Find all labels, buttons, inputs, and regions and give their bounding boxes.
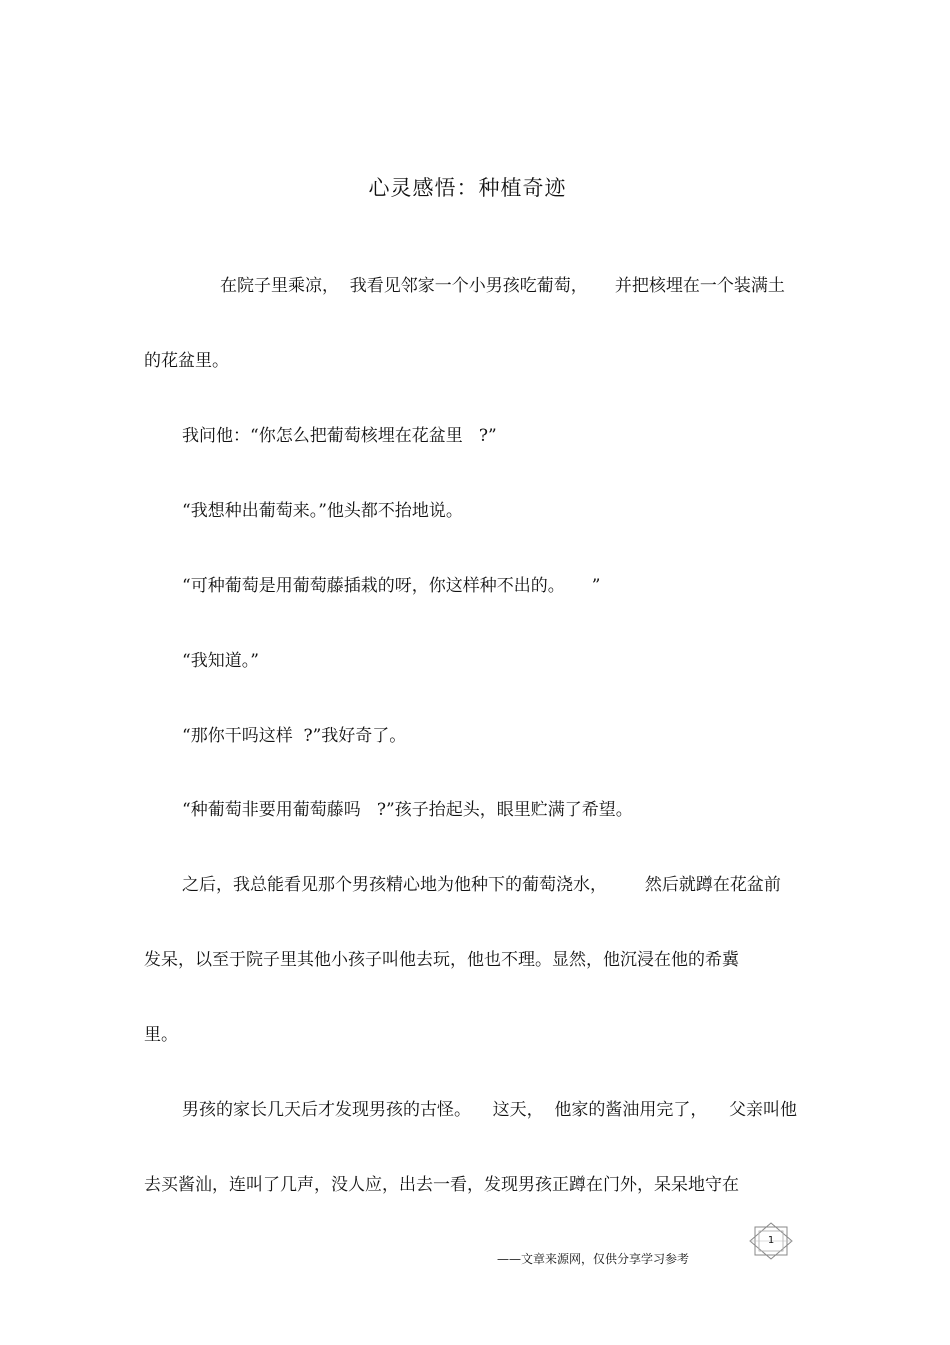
text-line: “可种葡萄是用葡萄藤插栽的呀，你这样种不出的。 ” bbox=[182, 576, 601, 596]
text-line: 男孩的家长几天后才发现男孩的古怪。 这天， 他家的酱油用完了， 父亲叫他 bbox=[182, 1100, 798, 1120]
text-line: 在院子里乘凉， 我看见邻家一个小男孩吃葡萄， 并把核埋在一个装满土 bbox=[220, 276, 785, 296]
text-line: 我问他：“你怎么把葡萄核埋在花盆里 ?” bbox=[182, 426, 497, 446]
text-line: “那你干吗这样 ?”我好奇了。 bbox=[182, 726, 407, 746]
text-line: “种葡萄非要用葡萄藤吗 ?”孩子抬起头，眼里贮满了希望。 bbox=[182, 800, 633, 820]
text-line: 去买酱汕，连叫了几声，没人应，出去一看，发现男孩正蹲在门外，呆呆地守在 bbox=[144, 1175, 739, 1195]
text-line: 里。 bbox=[144, 1025, 178, 1045]
page-number: 1 bbox=[767, 1235, 775, 1246]
source-note: ——文章来源网，仅供分享学习参考 bbox=[497, 1252, 690, 1266]
text-line: 之后，我总能看见那个男孩精心地为他种下的葡萄浇水， 然后就蹲在花盆前 bbox=[182, 875, 781, 895]
document-title: 心灵感悟：种植奇迹 bbox=[368, 176, 567, 200]
text-line: “我想种出葡萄来。”他头都不抬地说。 bbox=[182, 501, 463, 521]
text-line: “我知道。” bbox=[182, 651, 259, 671]
text-line: 发呆，以至于院子里其他小孩子叫他去玩，他也不理。显然，他沉浸在他的希冀 bbox=[144, 950, 739, 970]
text-line: 的花盆里。 bbox=[144, 351, 229, 371]
